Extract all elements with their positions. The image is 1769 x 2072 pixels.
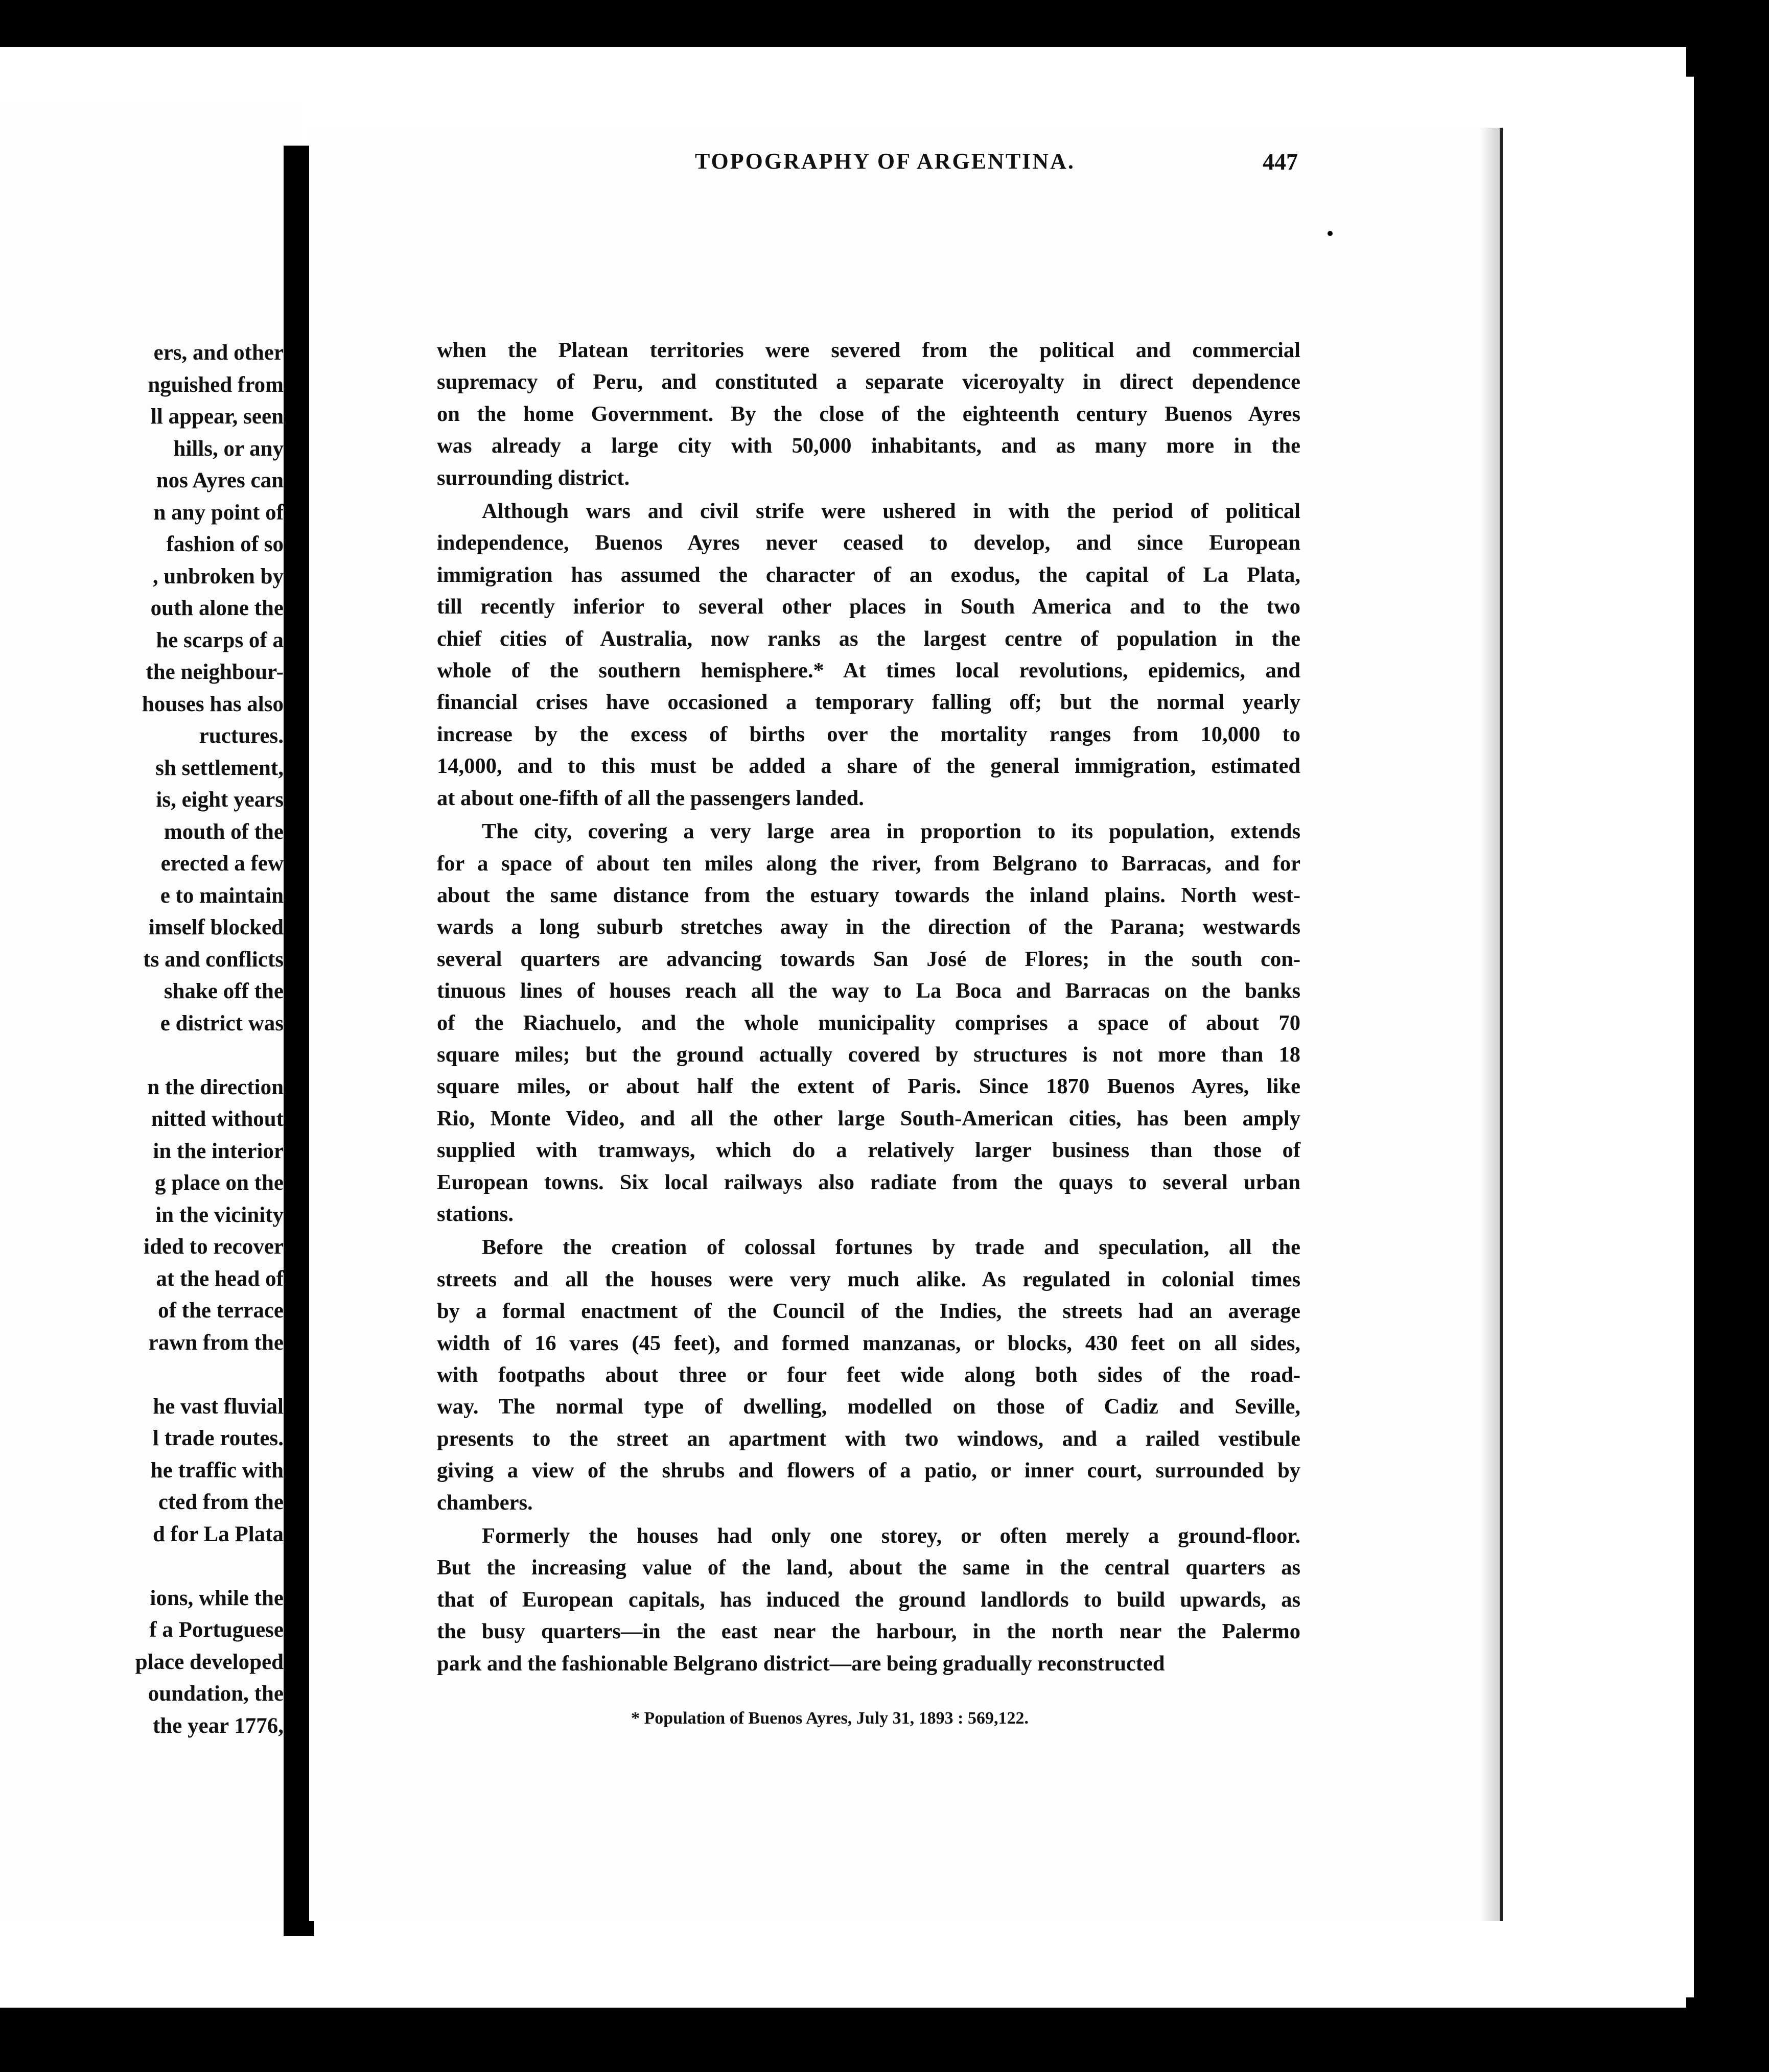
text-line: Although wars and civil strife were ushered in with the period of political — [482, 499, 1300, 524]
text-line: 14,000, and to this must be added a share of the general immigration, estimated — [437, 754, 1300, 779]
text-line: several quarters are advancing towards San José de Flores; in the south con- — [437, 947, 1300, 971]
scan-edge-strip — [1671, 77, 1694, 1997]
facing-page-line: nitted without — [151, 1107, 284, 1131]
facing-page-line: he vast fluvial — [153, 1394, 284, 1419]
facing-page-line: oundation, the — [148, 1682, 284, 1706]
text-line: when the Platean territories were severed from the political and commercial — [437, 338, 1300, 362]
text-line: square miles; but the ground actually covered by structures is not more than 18 — [437, 1042, 1300, 1067]
scan-border-top — [0, 0, 1769, 47]
text-line: presents to the street an apartment with two windows, and a railed vestibule — [437, 1426, 1300, 1451]
footnote: * Population of Buenos Ayres, July 31, 1893 : 569,122. — [631, 1709, 1029, 1728]
paragraph — [437, 1520, 1300, 1680]
text-line: at about one-fifth of all the passengers landed. — [437, 786, 864, 810]
text-line: Rio, Monte Video, and all the other large South-American cities, has been amply — [437, 1106, 1300, 1131]
scan-border-right — [1686, 0, 1769, 2072]
facing-page-line: imself blocked — [149, 915, 284, 939]
body-text — [437, 335, 1300, 1681]
text-line: Formerly the houses had only one storey, or often merely a ground-floor. — [482, 1524, 1300, 1548]
text-line: But the increasing value of the land, about the same in the central quarters as — [437, 1556, 1300, 1580]
scan-border-bottom — [0, 2008, 1769, 2072]
text-line: on the home Government. By the close of the eighteenth century Buenos Ayres — [437, 402, 1300, 426]
text-line: that of European capitals, has induced the ground landlords to build upwards, as — [437, 1587, 1300, 1612]
facing-page-line: ll appear, seen — [150, 405, 284, 429]
text-line: the busy quarters—in the east near the harbour, in the north near the Palermo — [437, 1619, 1300, 1644]
facing-page-line: in the interior — [153, 1139, 284, 1163]
paragraph — [437, 1232, 1300, 1519]
facing-page-line: sh settlement, — [155, 756, 284, 780]
facing-page-line: at the head of — [156, 1266, 284, 1291]
speck — [1328, 231, 1333, 236]
text-line: chief cities of Australia, now ranks as the largest centre of population in the — [437, 626, 1300, 651]
facing-page-line: outh alone the — [150, 596, 284, 620]
facing-page-line — [18, 1550, 284, 1583]
facing-page-line: f a Portuguese — [149, 1618, 284, 1642]
text-line: financial crises have occasioned a temporary falling off; but the normal yearly — [437, 690, 1300, 715]
facing-page-line: ided to recover — [144, 1235, 284, 1259]
facing-page-line: n any point of — [153, 500, 284, 525]
page-number: 447 — [1263, 149, 1298, 175]
facing-page-line: the neighbour- — [146, 660, 284, 684]
text-line: supremacy of Peru, and constituted a separate viceroyalty in direct dependence — [437, 370, 1300, 394]
text-line: supplied with tramways, which do a relatively larger business than those of — [437, 1138, 1300, 1163]
facing-page-line: he scarps of a — [156, 628, 284, 652]
facing-page-line: ructures. — [199, 724, 284, 748]
facing-page-line: mouth of the — [164, 819, 284, 844]
text-line: whole of the southern hemisphere.* At times local revolutions, epidemics, and — [437, 658, 1300, 683]
facing-page-line: e to maintain — [160, 883, 284, 908]
facing-page-line: l trade routes. — [153, 1426, 284, 1450]
facing-page-line: nos Ayres can — [156, 468, 284, 492]
facing-page-line: erected a few — [160, 852, 284, 876]
facing-page-line: cted from the — [158, 1490, 284, 1514]
facing-page-line: houses has also — [142, 692, 284, 716]
text-line: The city, covering a very large area in proportion to its population, extends — [482, 819, 1300, 844]
facing-page-line: ts and conflicts — [143, 947, 284, 972]
text-line: for a space of about ten miles along the river, from Belgrano to Barracas, and for — [437, 851, 1300, 876]
running-head: TOPOGRAPHY OF ARGENTINA. — [695, 149, 1075, 174]
text-line: surrounding district. — [437, 465, 630, 490]
text-line: with footpaths about three or four feet wide along both sides of the road- — [437, 1363, 1300, 1387]
paragraph — [437, 496, 1300, 814]
facing-page-line: of the terrace — [158, 1299, 284, 1323]
text-line: park and the fashionable Belgrano district—are being gradually reconstructed — [437, 1651, 1165, 1676]
facing-page-line: g place on the — [154, 1171, 284, 1195]
text-line: of the Riachuelo, and the whole municipality comprises a space of about 70 — [437, 1010, 1300, 1035]
text-line: square miles, or about half the extent of Paris. Since 1870 Buenos Ayres, like — [437, 1074, 1300, 1099]
page-edge-shadow — [1479, 128, 1500, 1921]
text-line: streets and all the houses were very much alike. As regulated in colonial times — [437, 1267, 1300, 1291]
text-line: chambers. — [437, 1490, 533, 1515]
text-line: about the same distance from the estuary towards the inland plains. North west- — [437, 883, 1300, 907]
paragraph — [437, 335, 1300, 494]
text-line: by a formal enactment of the Council of the Indies, the streets had an average — [437, 1299, 1300, 1324]
paragraph — [437, 816, 1300, 1230]
facing-page-line: , unbroken by — [152, 564, 284, 588]
text-line: way. The normal type of dwelling, modelled on those of Cadiz and Seville, — [437, 1395, 1300, 1419]
text-line: giving a view of the shrubs and flowers of a patio, or inner court, surrounded by — [437, 1458, 1300, 1483]
facing-page-line: in the vicinity — [155, 1203, 284, 1227]
facing-page-line: he traffic with — [150, 1458, 284, 1482]
facing-page-text — [18, 337, 284, 1742]
text-line: European towns. Six local railways also radiate from the quays to several urban — [437, 1170, 1300, 1194]
text-line: independence, Buenos Ayres never ceased to develop, and since European — [437, 531, 1300, 555]
facing-page-line: the year 1776, — [153, 1713, 284, 1738]
facing-page-line — [18, 1359, 284, 1391]
facing-page-line: hills, or any — [173, 436, 284, 461]
facing-page-line: is, eight years — [156, 788, 284, 812]
facing-page-line — [18, 1040, 284, 1072]
facing-page-line: n the direction — [147, 1075, 284, 1099]
text-line: Before the creation of colossal fortunes by trade and speculation, all the — [482, 1235, 1300, 1260]
facing-page-line: fashion of so — [166, 532, 284, 556]
text-line: tinuous lines of houses reach all the way to La Boca and Barracas on the banks — [437, 979, 1300, 1003]
text-line: increase by the excess of births over the mortality ranges from 10,000 to — [437, 722, 1300, 746]
facing-page-line: d for La Plata — [152, 1522, 284, 1546]
facing-page-line: ers, and other — [153, 341, 284, 365]
facing-page-line: e district was — [160, 1011, 284, 1035]
text-line: till recently inferior to several other places in South America and to the two — [437, 595, 1300, 619]
facing-page-line: ions, while the — [150, 1586, 284, 1610]
text-line: width of 16 vares (45 feet), and formed manzanas, or blocks, 430 feet on all sides, — [437, 1331, 1300, 1355]
facing-page-line: place developed — [135, 1650, 284, 1674]
facing-page-line: nguished from — [148, 372, 284, 397]
facing-page-line: shake off the — [164, 979, 284, 1003]
text-line: was already a large city with 50,000 inhabitants, and as many more in the — [437, 434, 1300, 458]
page-header — [358, 148, 1298, 179]
text-line: wards a long suburb stretches away in the direction of the Parana; westwards — [437, 915, 1300, 939]
facing-page-left — [0, 102, 299, 1921]
facing-page-line: rawn from the — [148, 1330, 284, 1355]
text-line: immigration has assumed the character of an exodus, the capital of La Plata, — [437, 562, 1300, 587]
text-line: stations. — [437, 1202, 514, 1226]
